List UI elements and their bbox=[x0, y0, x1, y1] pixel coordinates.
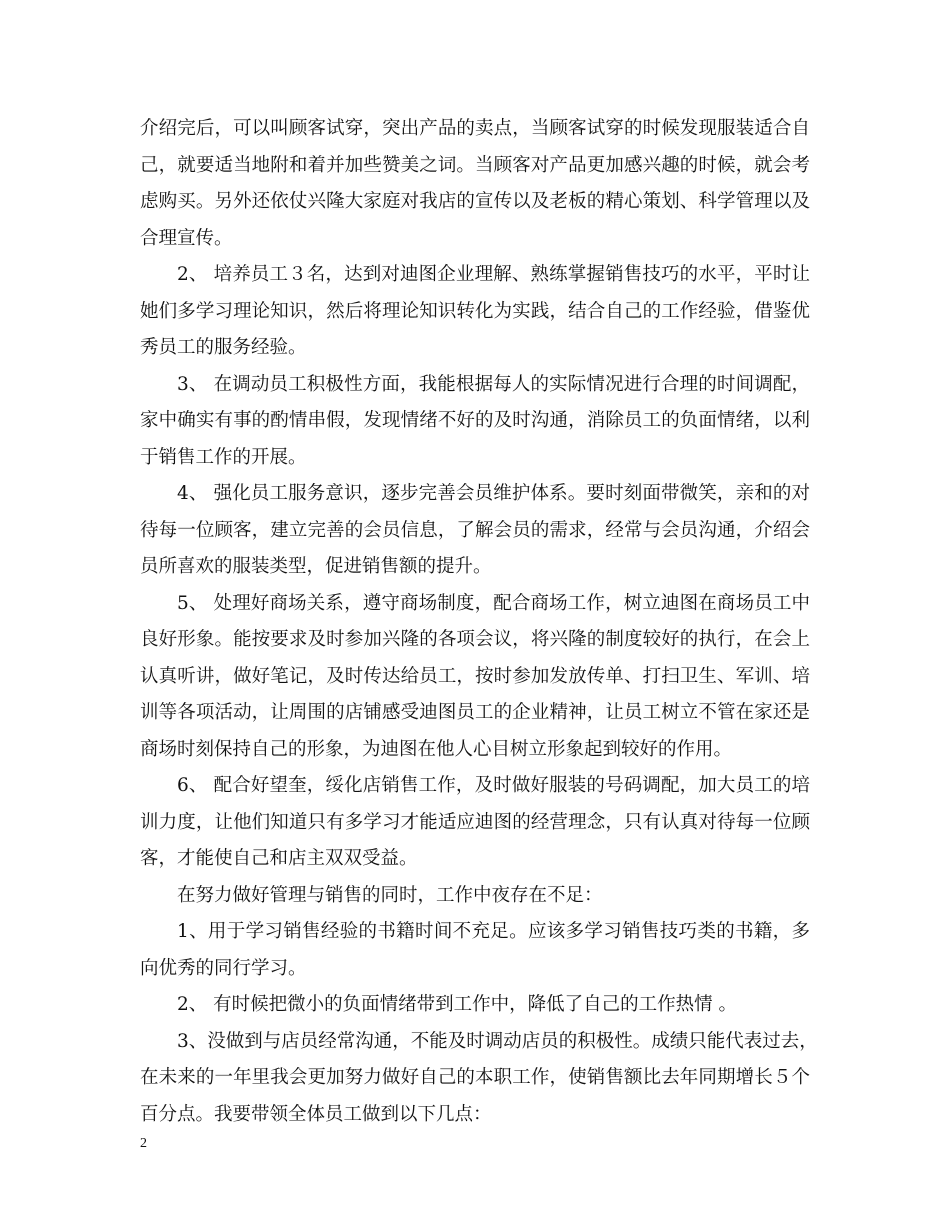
text-line: 在未来的一年里我会更加努力做好自己的本职工作，使销售额比去年同期增长５个 bbox=[140, 1067, 810, 1088]
text-line: 她们多学习理论知识，然后将理论知识转化为实践，结合自己的工作经验，借鉴优 bbox=[140, 300, 810, 322]
text-line: 1、用于学习销售经验的书籍时间不充足。应该多学习销售技巧类的书籍，多 bbox=[177, 921, 810, 942]
text-line: 4、 强化员工服务意识，逐步完善会员维护体系。要时刻面带微笑，亲和的对 bbox=[177, 483, 810, 504]
document-body bbox=[140, 111, 818, 1133]
text-line: 虑购买。另外还依仗兴隆大家庭对我店的宣传以及老板的精心策划、科学管理以及 bbox=[140, 191, 810, 212]
page-number: 2 bbox=[140, 1136, 147, 1151]
text-line: 员所喜欢的服装类型，促进销售额的提升。 bbox=[140, 556, 492, 577]
text-line: 在努力做好管理与销售的同时，工作中夜存在不足： bbox=[177, 884, 603, 906]
text-line: 介绍完后，可以叫顾客试穿，突出产品的卖点，当顾客试穿的时候发现服装适合自 bbox=[140, 118, 810, 139]
text-line: 于销售工作的开展。 bbox=[140, 446, 307, 468]
text-line: 商场时刻保持自己的形象，为迪图在他人心目树立形象起到较好的作用。 bbox=[140, 738, 733, 760]
text-line: 3、没做到与店员经常沟通，不能及时调动店员的积极性。成绩只能代表过去， bbox=[177, 1030, 818, 1052]
text-line: 训力度，让他们知道只有多学习才能适应迪图的经营理念，只有认真对待每一位顾 bbox=[140, 811, 810, 833]
text-line: 合理宣传。 bbox=[140, 227, 233, 249]
text-line: 己，就要适当地附和着并加些赞美之词。当顾客对产品更加感兴趣的时候，就会考 bbox=[140, 154, 810, 176]
text-line: 客，才能使自己和店主双双受益。 bbox=[140, 848, 418, 869]
text-line: 2、 培养员工３名，达到对迪图企业理解、熟练掌握销售技巧的水平，平时让 bbox=[177, 264, 810, 285]
text-line: 良好形象。能按要求及时参加兴隆的各项会议，将兴隆的制度较好的执行，在会上 bbox=[140, 629, 810, 650]
text-line: 训等各项活动，让周围的店铺感受迪图员工的企业精神，让员工树立不管在家还是 bbox=[140, 702, 810, 723]
text-line: 2、 有时候把微小的负面情绪带到工作中，降低了自己的工作热情 。 bbox=[177, 994, 738, 1015]
text-line: 5、 处理好商场关系，遵守商场制度，配合商场工作，树立迪图在商场员工中 bbox=[177, 592, 810, 614]
text-line: 3、 在调动员工积极性方面，我能根据每人的实际情况进行合理的时间调配， bbox=[177, 373, 810, 395]
text-line: 认真听讲，做好笔记，及时传达给员工，按时参加发放传单、打扫卫生、军训、培 bbox=[140, 665, 810, 687]
text-line: 待每一位顾客，建立完善的会员信息，了解会员的需求，经常与会员沟通，介绍会 bbox=[140, 519, 810, 541]
text-line: 家中确实有事的酌情串假，发现情绪不好的及时沟通，消除员工的负面情绪，以利 bbox=[140, 410, 810, 431]
text-line: 6、 配合好望奎，绥化店销售工作，及时做好服装的号码调配，加大员工的培 bbox=[177, 775, 810, 796]
text-line: 秀员工的服务经验。 bbox=[140, 337, 307, 358]
text-line: 向优秀的同行学习。 bbox=[140, 957, 307, 979]
text-line: 百分点。我要带领全体员工做到以下几点： bbox=[140, 1103, 492, 1125]
